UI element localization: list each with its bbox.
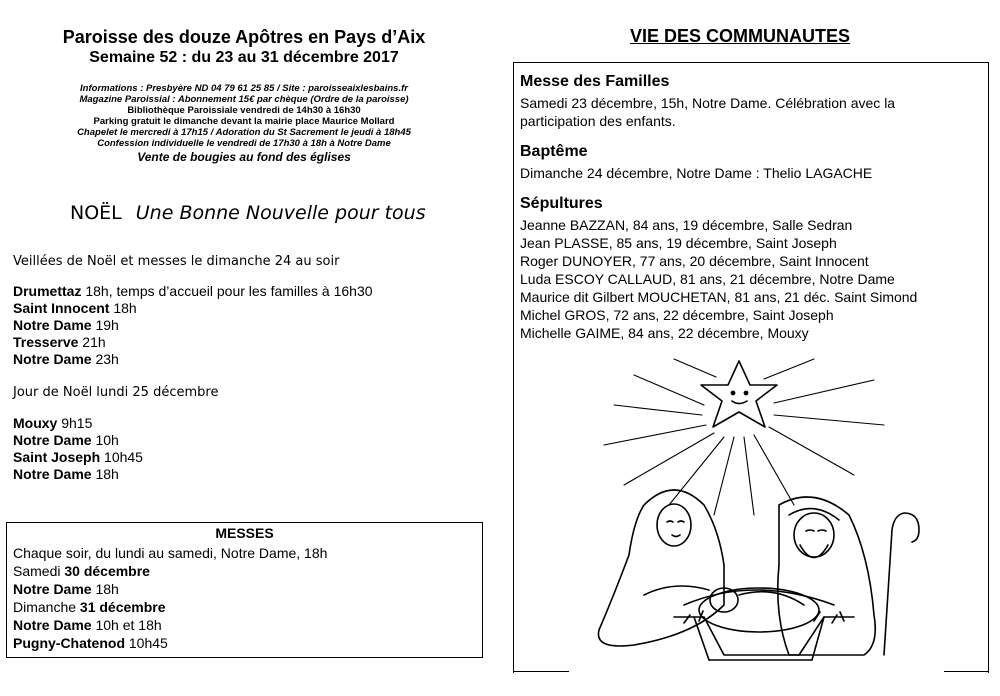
day-date: 30 décembre <box>64 563 150 579</box>
mass-line <box>13 466 119 483</box>
mass-line <box>13 283 373 300</box>
mass-place: Mouxy <box>13 415 58 431</box>
week-title: Semaine 52 : du 23 au 31 décembre 2017 <box>89 49 399 66</box>
mass-place: Notre Dame <box>13 432 92 448</box>
noel-subtitle: Une Bonne Nouvelle pour tous <box>135 202 426 224</box>
joseph-figure <box>778 497 919 655</box>
day-label: Samedi <box>13 563 61 579</box>
sepulture-item: Michelle GAIME, 84 ans, 22 décembre, Mouxy <box>520 325 809 341</box>
candles-note: Vente de bougies au fond des églises <box>137 150 351 164</box>
messes-sunday-mass <box>13 634 168 652</box>
day-intro: Jour de Noël lundi 25 décembre <box>13 385 219 400</box>
mass-line <box>13 449 143 466</box>
mass-line <box>13 351 119 368</box>
mass-place: Tresserve <box>13 334 79 350</box>
divider <box>513 671 569 672</box>
messes-saturday-mass <box>13 580 119 598</box>
mass-place: Notre Dame <box>13 617 92 633</box>
day-date: 31 décembre <box>79 599 166 615</box>
parish-title: Paroisse des douze Apôtres en Pays d’Aix <box>62 27 426 47</box>
vie-title: VIE DES COMMUNAUTES <box>630 26 851 46</box>
noel-heading <box>70 202 426 224</box>
mass-time: 10h <box>95 432 119 448</box>
familles-line: participation des enfants. <box>520 113 676 129</box>
mass-line <box>13 334 106 351</box>
light-rays <box>604 359 884 515</box>
mass-time: 10h et 18h <box>95 617 162 633</box>
messes-title: MESSES <box>215 525 274 541</box>
day-label: Dimanche <box>13 599 77 615</box>
mass-line <box>13 317 119 334</box>
divider <box>944 671 988 672</box>
mass-time: 18h <box>95 466 119 482</box>
bapteme-title: Baptême <box>520 143 588 160</box>
mass-place: Notre Dame <box>13 317 92 333</box>
mass-time: 18h, temps d’accueil pour les familles à 16h30 <box>85 283 373 299</box>
info-line: Magazine Paroissial : Abonnement 15€ par chèque (Ordre de la paroisse) <box>79 94 409 105</box>
manger-icon <box>674 588 854 660</box>
mass-place: Saint Innocent <box>13 300 110 316</box>
sepulture-item: Luda ESCOY CALLAUD, 81 ans, 21 décembre, Notre Dame <box>520 271 895 287</box>
mass-line <box>13 415 92 432</box>
messes-box <box>6 522 483 658</box>
vie-box <box>513 62 989 673</box>
star-icon <box>701 361 777 427</box>
nativity-scene-icon <box>574 355 934 667</box>
mass-place: Notre Dame <box>13 466 92 482</box>
mass-place: Saint Joseph <box>13 449 101 465</box>
messes-sunday-mass <box>13 616 162 634</box>
mass-time: 18h <box>95 581 119 597</box>
sepultures-title: Sépultures <box>520 195 603 212</box>
bapteme-line: Dimanche 24 décembre, Notre Dame : Thelio LAGACHE <box>520 165 873 181</box>
mass-place: Notre Dame <box>13 351 92 367</box>
sepulture-item: Roger DUNOYER, 77 ans, 20 décembre, Saint Innocent <box>520 253 869 269</box>
info-line: Informations : Presbyère ND 04 79 61 25 85 / Site : paroisseaixlesbains.fr <box>80 83 408 94</box>
info-line: Chapelet le mercredi à 17h15 / Adoration du St Sacrement le jeudi à 18h45 <box>77 127 411 138</box>
info-line: Parking gratuit le dimanche devant la mairie place Maurice Mollard <box>93 116 395 127</box>
mass-time: 21h <box>82 334 106 350</box>
mass-time: 23h <box>95 351 119 367</box>
mass-line <box>13 432 119 449</box>
mass-place: Pugny-Chatenod <box>13 635 125 651</box>
sepulture-item: Michel GROS, 72 ans, 22 décembre, Saint Joseph <box>520 307 834 323</box>
mass-time: 18h <box>113 300 137 316</box>
info-line: Bibliothèque Paroissiale vendredi de 14h30 à 16h30 <box>127 105 361 116</box>
mass-time: 10h45 <box>104 449 143 465</box>
familles-line: Samedi 23 décembre, 15h, Notre Dame. Célébration avec la <box>520 95 896 111</box>
mass-place: Drumettaz <box>13 283 82 299</box>
mass-time: 19h <box>95 317 119 333</box>
mass-time: 9h15 <box>61 415 93 431</box>
noel-title: NOËL <box>70 202 122 224</box>
mary-figure <box>598 490 724 646</box>
messes-daily: Chaque soir, du lundi au samedi, Notre Dame, 18h <box>13 545 328 561</box>
eve-intro: Veillées de Noël et messes le dimanche 24 au soir <box>13 254 340 269</box>
sepulture-item: Maurice dit Gilbert MOUCHETAN, 81 ans, 21 déc. Saint Simond <box>520 289 918 305</box>
sepulture-item: Jeanne BAZZAN, 84 ans, 19 décembre, Salle Sedran <box>520 217 853 233</box>
mass-line <box>13 300 137 317</box>
mass-time: 10h45 <box>128 635 168 651</box>
familles-title: Messe des Familles <box>520 73 670 90</box>
messes-saturday <box>13 562 150 580</box>
mass-place: Notre Dame <box>13 581 92 597</box>
info-line: Confession individuelle le vendredi de 17h30 à 18h à Notre Dame <box>97 138 391 149</box>
messes-sunday <box>13 598 166 616</box>
sepulture-item: Jean PLASSE, 85 ans, 19 décembre, Saint Joseph <box>520 235 837 251</box>
